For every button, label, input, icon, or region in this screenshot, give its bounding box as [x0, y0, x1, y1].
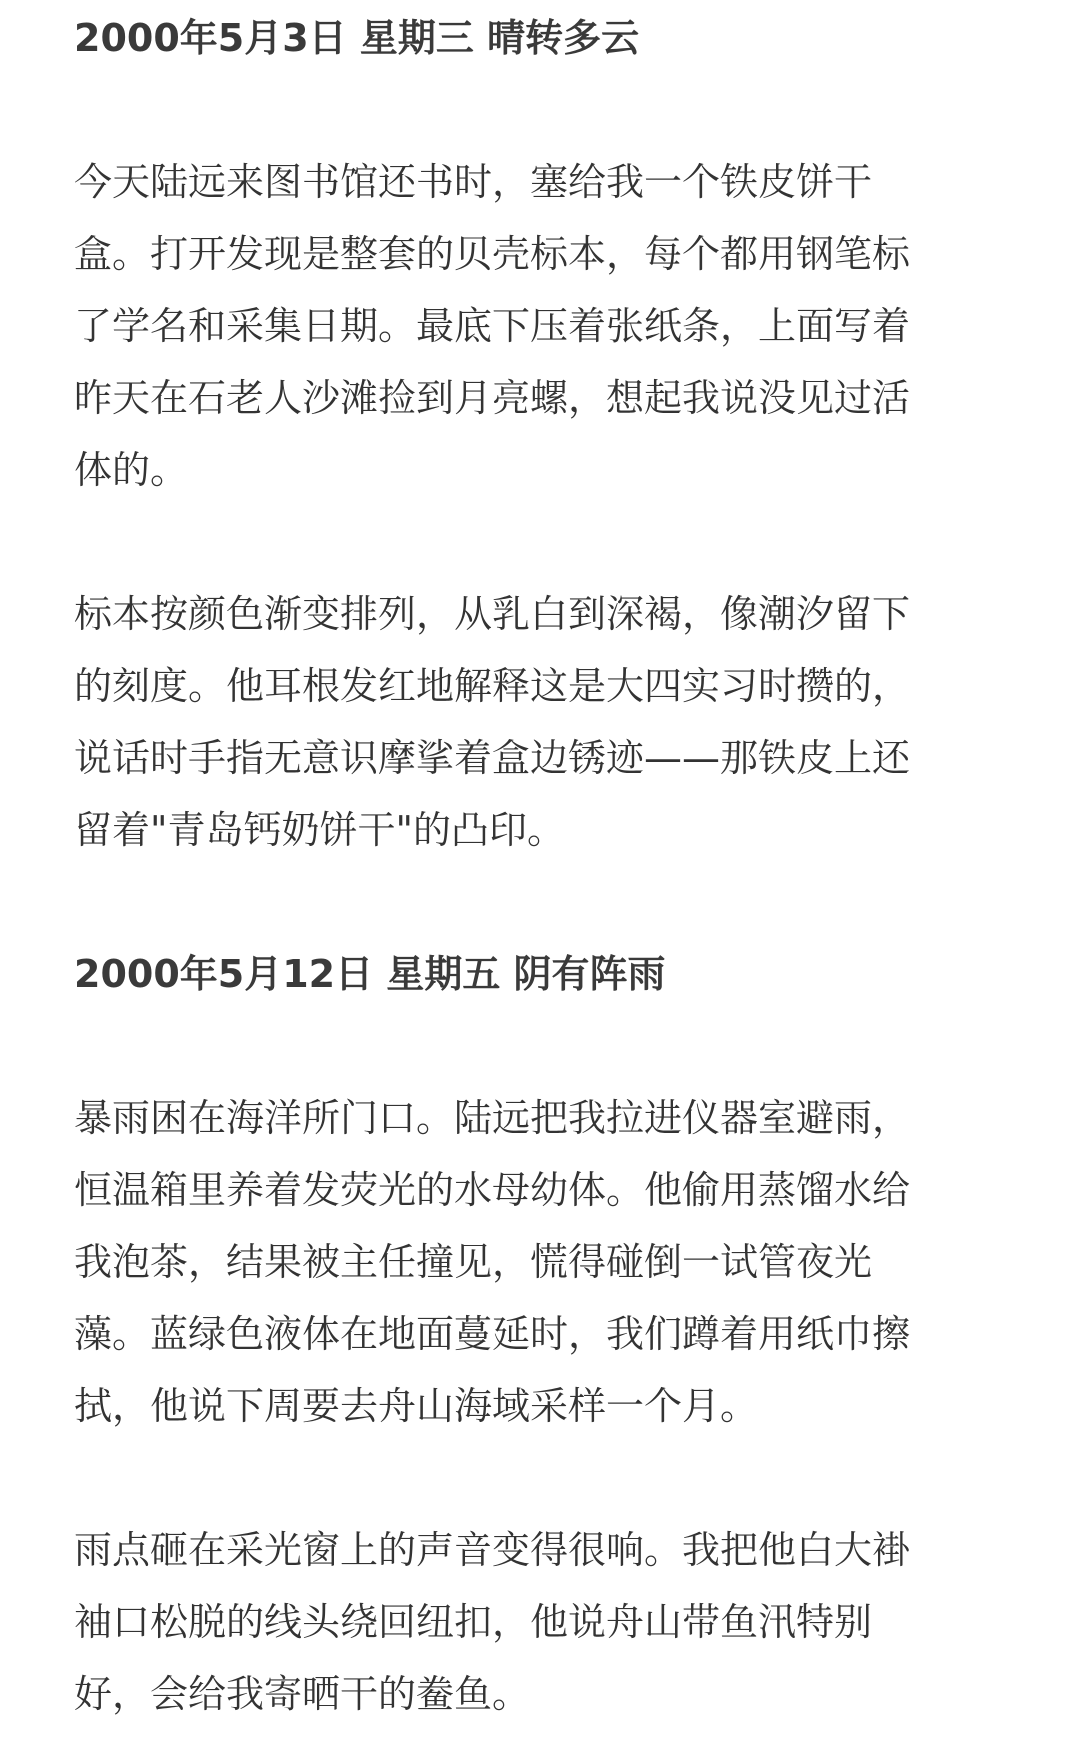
paragraph-line: 我泡茶，结果被主任撞见，慌得碰倒一试管夜光: [74, 1240, 873, 1284]
paragraph-line: 标本按颜色渐变排列，从乳白到深褐，像潮汐留下: [74, 592, 911, 636]
paragraph-line: 今天陆远来图书馆还书时，塞给我一个铁皮饼干: [74, 160, 873, 204]
paragraph-line: 盒。打开发现是整套的贝壳标本，每个都用钢笔标: [74, 232, 911, 276]
entry-paragraph: [74, 578, 910, 866]
paragraph-line: 拭，他说下周要去舟山海域采样一个月。: [74, 1384, 759, 1428]
entry-paragraph: [74, 1082, 910, 1442]
paragraph-line: 留着"青岛钙奶饼干"的凸印。: [74, 808, 565, 852]
paragraph-line: 好，会给我寄晒干的鲞鱼。: [74, 1672, 531, 1716]
paragraph-line: 恒温箱里养着发荧光的水母幼体。他偷用蒸馏水给: [74, 1168, 911, 1212]
entry-date-heading: 2000年5月12日 星期五 阴有阵雨: [74, 952, 666, 996]
paragraph-line: 袖口松脱的线头绕回纽扣，他说舟山带鱼汛特别: [74, 1600, 873, 1644]
paragraph-line: 暴雨困在海洋所门口。陆远把我拉进仪器室避雨，: [74, 1096, 911, 1140]
paragraph-line: 体的。: [74, 448, 189, 492]
entry-date-heading: 2000年5月3日 星期三 晴转多云: [74, 16, 640, 60]
paragraph-line: 说话时手指无意识摩挲着盒边锈迹——那铁皮上还: [74, 736, 911, 780]
entry-paragraph: [74, 1514, 910, 1730]
paragraph-line: 雨点砸在采光窗上的声音变得很响。我把他白大褂: [74, 1528, 911, 1572]
paragraph-line: 昨天在石老人沙滩捡到月亮螺，想起我说没见过活: [74, 376, 911, 420]
entry-paragraph: [74, 146, 910, 506]
paragraph-line: 的刻度。他耳根发红地解释这是大四实习时攒的，: [74, 664, 911, 708]
paragraph-line: 了学名和采集日期。最底下压着张纸条，上面写着: [74, 304, 911, 348]
paragraph-line: 藻。蓝绿色液体在地面蔓延时，我们蹲着用纸巾擦: [74, 1312, 911, 1356]
